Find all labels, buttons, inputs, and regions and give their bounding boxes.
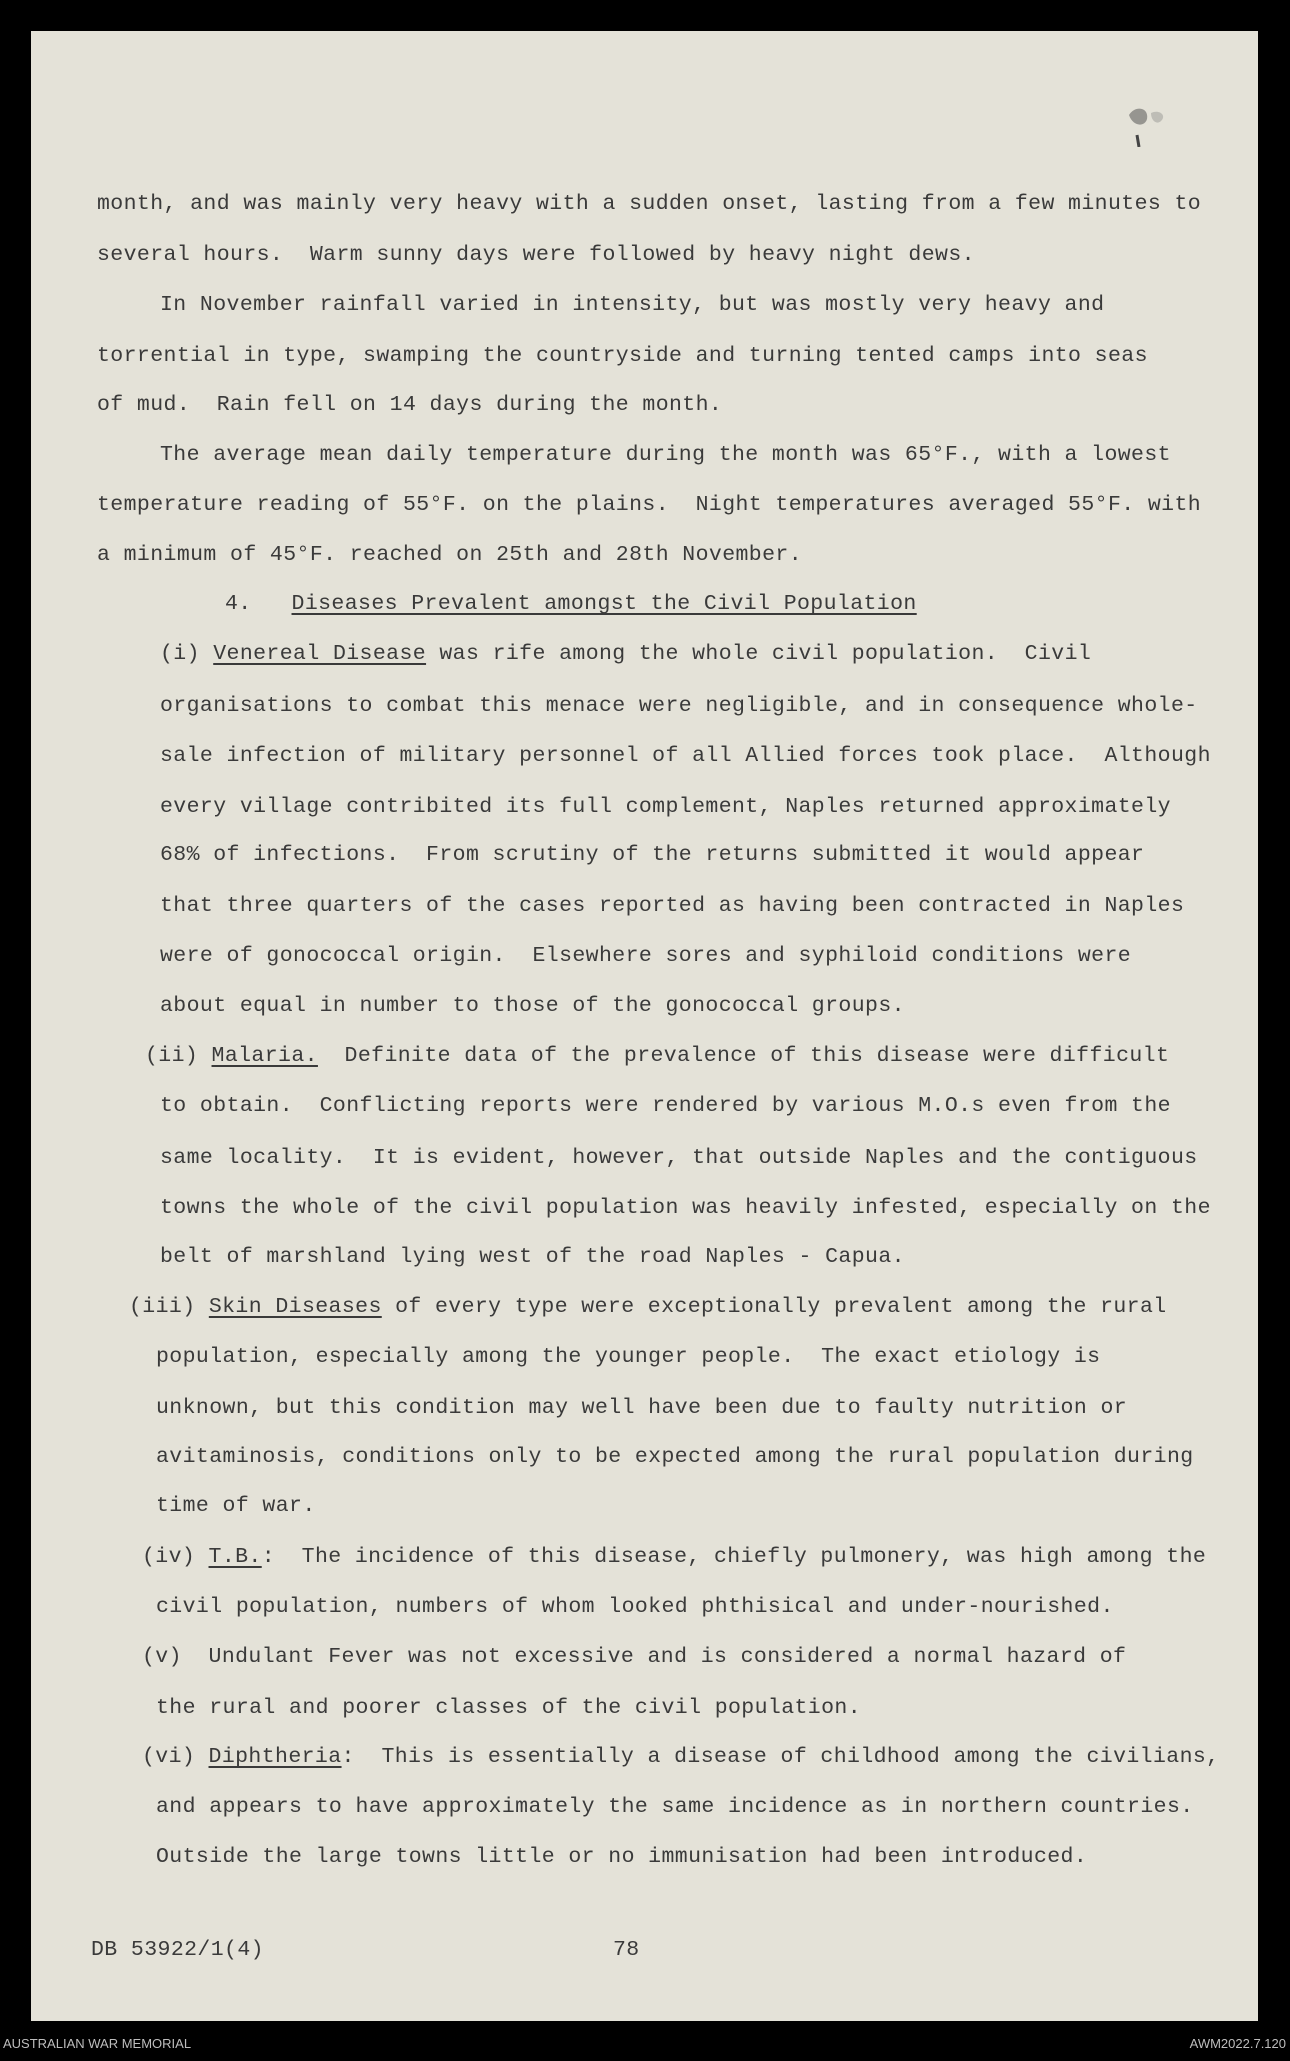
text-line: torrential in type, swamping the countryside and turning tented camps into seas [97,344,1148,368]
text-line: organisations to combat this menace were negligible, and in consequence whole- [160,694,1198,718]
text-line [160,642,1091,666]
footer-source-label: AUSTRALIAN WAR MEMORIAL [3,2036,192,2051]
text-line: Outside the large towns little or no immunisation had been introduced. [156,1845,1088,1869]
text-line: The average mean daily temperature during the month was 65°F., with a lowest [160,443,1171,467]
document-page [31,31,1258,2021]
line-prefix: (iii) [129,1295,209,1319]
line-prefix: (iv) [142,1545,209,1569]
text-line [142,1545,1206,1569]
text-line: (v) Undulant Fever was not excessive and is considered a normal hazard of [142,1645,1127,1669]
document-reference: DB 53922/1(4) [91,1938,264,1962]
text-line [129,1295,1167,1319]
text-line: the rural and poorer classes of the civil population. [156,1696,862,1720]
line-text: : This is essentially a disease of childhood among the civilians, [341,1745,1220,1769]
text-line [145,1044,1169,1068]
line-prefix: 4. [225,592,292,616]
line-prefix: (ii) [145,1044,212,1068]
line-text: : The incidence of this disease, chiefly pulmonery, was high among the [261,1545,1207,1569]
text-line: 68% of infections. From scrutiny of the returns submitted it would appear [160,843,1145,867]
underlined-heading: Diphtheria [208,1745,342,1769]
text-line: civil population, numbers of whom looked phthisical and under-nourished. [156,1595,1114,1619]
line-prefix: (vi) [142,1745,209,1769]
text-line: time of war. [156,1494,316,1518]
text-line: month, and was mainly very heavy with a sudden onset, lasting from a few minutes to [97,192,1202,216]
underlined-heading: Skin Diseases [208,1295,382,1319]
text-line: population, especially among the younger people. The exact etiology is [156,1345,1101,1369]
text-line: a minimum of 45°F. reached on 25th and 28th November. [97,543,803,567]
footer-accession-number: AWM2022.7.120 [1189,2036,1286,2051]
text-line: same locality. It is evident, however, that outside Naples and the contiguous [160,1146,1198,1170]
underlined-heading: Diseases Prevalent amongst the Civil Population [291,592,917,616]
text-line: about equal in number to those of the gonococcal groups. [160,994,905,1018]
ink-smudge-mark [1121,97,1181,147]
text-line: sale infection of military personnel of all Allied forces took place. Although [160,744,1211,768]
text-line: and appears to have approximately the same incidence as in northern countries. [156,1795,1194,1819]
text-line: every village contribited its full complement, Naples returned approximately [160,795,1171,819]
text-line: that three quarters of the cases reported as having been contracted in Naples [160,894,1185,918]
text-line [142,1745,1220,1769]
line-text: of every type were exceptionally prevalent among the rural [381,1295,1167,1319]
line-text: Definite data of the prevalence of this disease were difficult [317,1044,1170,1068]
underlined-heading: Malaria. [211,1044,318,1068]
text-line: belt of marshland lying west of the road Naples - Capua. [160,1245,905,1269]
line-text: was rife among the whole civil population. Civil [426,642,1092,666]
text-line: were of gonococcal origin. Elsewhere sores and syphiloid conditions were [160,944,1132,968]
line-prefix: (i) [160,642,214,666]
page-number: 78 [613,1938,640,1962]
text-line: to obtain. Conflicting reports were rendered by various M.O.s even from the [160,1094,1171,1118]
underlined-heading: Venereal Disease [213,642,427,666]
text-line: of mud. Rain fell on 14 days during the month. [97,393,723,417]
text-line: avitaminosis, conditions only to be expected among the rural population during [156,1445,1194,1469]
text-line: temperature reading of 55°F. on the plains. Night temperatures averaged 55°F. with [97,493,1202,517]
text-line: In November rainfall varied in intensity, but was mostly very heavy and [160,293,1105,317]
text-line: several hours. Warm sunny days were followed by heavy night dews. [97,243,975,267]
text-line: towns the whole of the civil population was heavily infested, especially on the [160,1196,1211,1220]
underlined-heading: T.B. [208,1545,262,1569]
text-line [225,592,917,616]
text-line: unknown, but this condition may well have been due to faulty nutrition or [156,1396,1128,1420]
